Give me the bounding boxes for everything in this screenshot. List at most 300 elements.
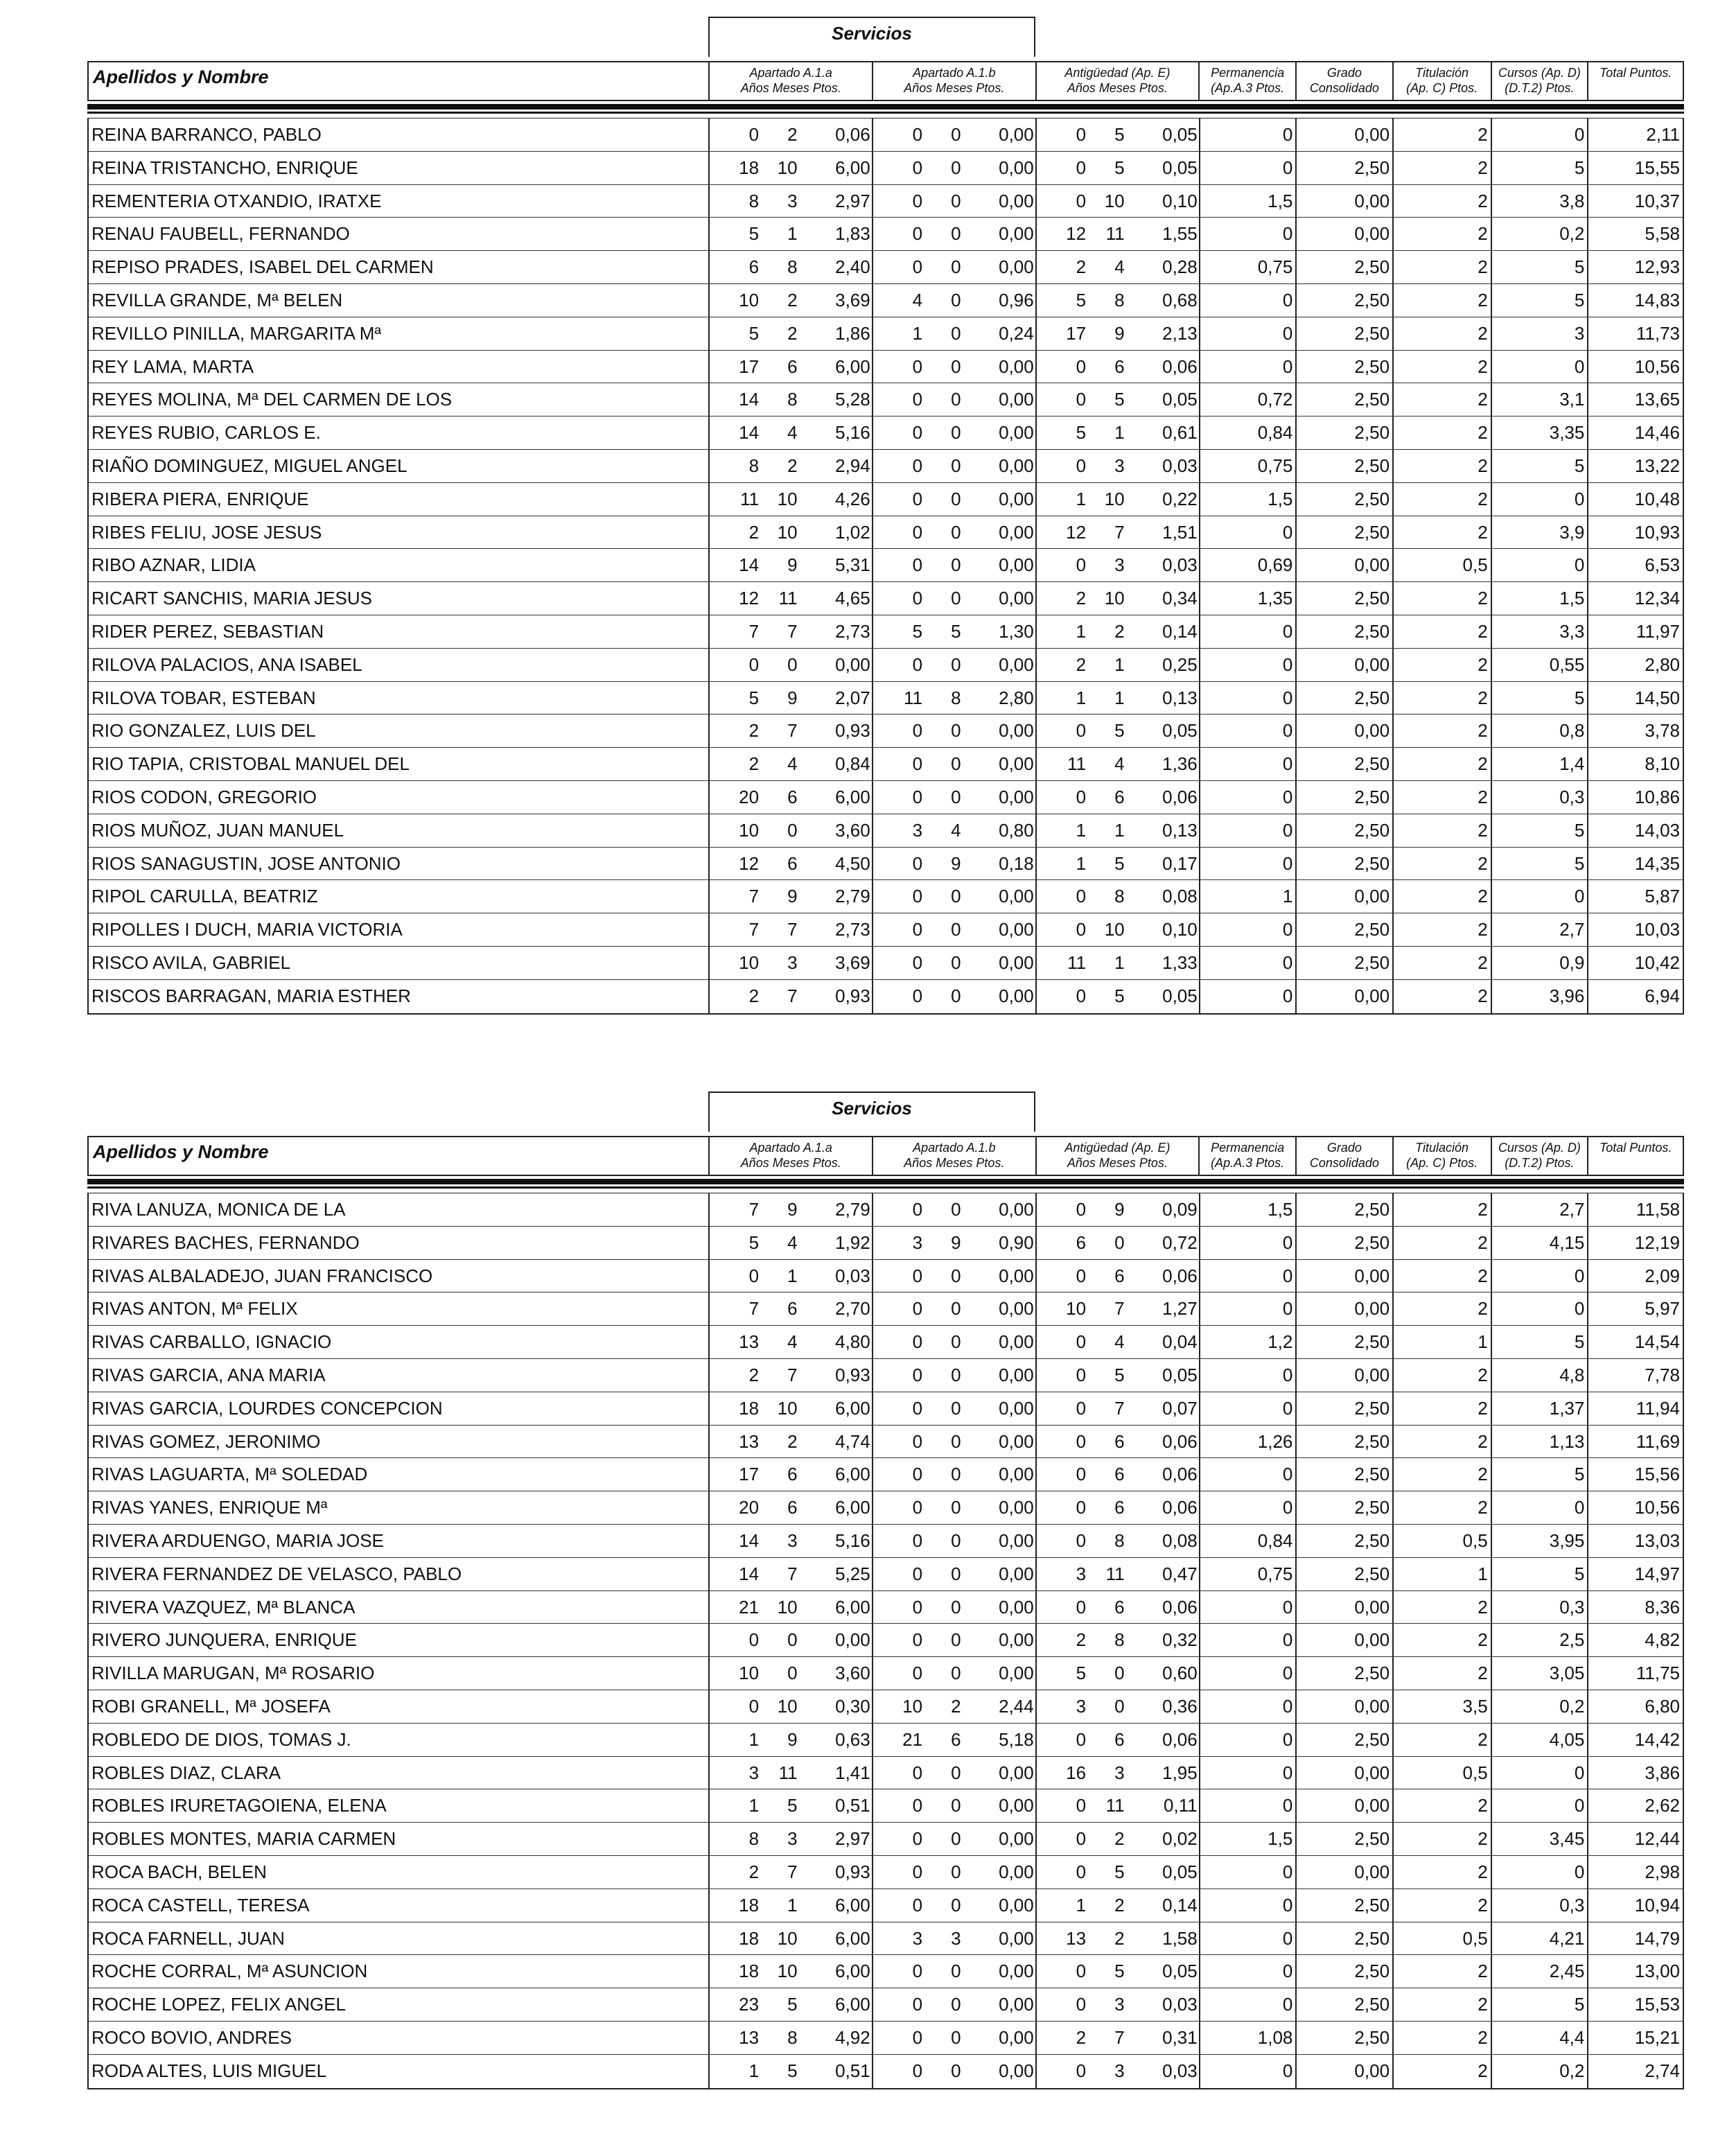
cell-cursos: 4,4	[1491, 2022, 1588, 2054]
a1a-points: 5,25	[835, 1563, 870, 1584]
a1a-months: 4	[787, 753, 798, 775]
ant-months: 1	[1114, 422, 1125, 444]
a1b-points: 0,00	[999, 1596, 1034, 1618]
cell-tit: 2	[1392, 980, 1491, 1013]
group-a1b	[872, 913, 1035, 946]
a1a-years: 0	[748, 1265, 760, 1286]
servicios-header: Servicios	[708, 17, 1035, 57]
table-row	[89, 1426, 1683, 1459]
table-row	[89, 1392, 1683, 1426]
a1a-months: 9	[787, 1199, 798, 1220]
a1a-months: 5	[787, 1994, 798, 2015]
cell-perm: 0	[1199, 1359, 1296, 1392]
ant-months: 11	[1105, 223, 1125, 245]
cell-perm: 0	[1199, 913, 1296, 946]
cell-cursos: 0,3	[1491, 781, 1588, 814]
a1a-points: 5,16	[835, 1530, 870, 1551]
cell-tit: 0,5	[1392, 1922, 1491, 1955]
a1a-months: 7	[787, 620, 798, 642]
employee-name: RIVAS ALBALADEJO, JUAN FRANCISCO	[91, 1265, 433, 1286]
cell-tit: 2	[1392, 450, 1491, 482]
cell-total: 8,36	[1587, 1591, 1683, 1624]
cell-grado: 0,00	[1295, 1260, 1392, 1292]
group-a1b	[872, 2055, 1035, 2088]
a1b-points: 0,00	[999, 720, 1034, 742]
a1b-months: 0	[951, 985, 961, 1006]
a1b-months: 9	[951, 1232, 961, 1253]
cell-cursos: 0	[1491, 119, 1588, 151]
ant-points: 0,06	[1162, 1497, 1198, 1518]
a1b-months: 0	[951, 190, 961, 211]
a1b-points: 0,00	[999, 124, 1034, 145]
a1b-points: 0,00	[999, 422, 1034, 444]
a1a-months: 2	[787, 322, 798, 344]
cell-perm: 0	[1199, 2055, 1296, 2088]
a1b-years: 0	[912, 1397, 923, 1419]
employee-name: ROCA CASTELL, TERESA	[91, 1894, 310, 1916]
cell-grado: 2,50	[1295, 1657, 1392, 1690]
ant-points: 0,08	[1162, 886, 1198, 907]
table-row	[89, 417, 1683, 450]
a1a-points: 4,50	[835, 852, 870, 874]
a1a-points: 4,65	[835, 588, 870, 609]
a1b-points: 0,24	[999, 322, 1034, 344]
a1a-years: 20	[739, 786, 760, 807]
a1b-months: 0	[951, 1464, 961, 1485]
column-header-name: Apellidos y Nombre	[93, 67, 269, 87]
ant-years: 0	[1076, 389, 1087, 410]
ant-months: 8	[1114, 1629, 1125, 1651]
employee-name: ROBLES MONTES, MARIA CARMEN	[91, 1828, 396, 1850]
cell-cursos: 4,8	[1491, 1359, 1588, 1392]
employee-name: REY LAMA, MARTA	[91, 356, 254, 377]
cell-cursos: 0	[1491, 1260, 1588, 1292]
table-row	[89, 980, 1683, 1013]
ant-years: 11	[1067, 952, 1087, 973]
ant-months: 6	[1114, 1596, 1125, 1618]
a1a-years: 21	[739, 1596, 760, 1618]
ant-points: 1,95	[1162, 1762, 1198, 1783]
cell-tit: 2	[1392, 152, 1491, 184]
ant-years: 0	[1076, 1397, 1087, 1419]
table-row	[89, 284, 1683, 317]
cell-grado: 2,50	[1295, 1227, 1392, 1259]
ant-years: 1	[1076, 1894, 1087, 1916]
table-row	[89, 1823, 1683, 1856]
a1a-points: 4,26	[835, 488, 870, 509]
cell-grado: 2,50	[1295, 1724, 1392, 1756]
ant-years: 2	[1076, 2026, 1087, 2048]
employee-name: RIDER PEREZ, SEBASTIAN	[91, 620, 324, 642]
cell-perm: 0	[1199, 1757, 1296, 1789]
employee-name: RIVAS GOMEZ, JERONIMO	[91, 1430, 321, 1452]
cell-perm: 0	[1199, 317, 1296, 350]
cell-perm: 0	[1199, 1624, 1296, 1656]
cell-grado: 0,00	[1295, 1690, 1392, 1723]
a1a-years: 2	[748, 521, 760, 543]
cell-perm: 1,5	[1199, 1193, 1296, 1226]
cell-cursos: 0,8	[1491, 715, 1588, 747]
a1b-points: 0,00	[999, 190, 1034, 211]
header-line-1: Cursos (Ap. D)	[1498, 1141, 1581, 1155]
a1a-points: 2,73	[835, 919, 870, 940]
a1b-years: 0	[912, 1762, 923, 1783]
header-line-2: (Ap. C) Ptos.	[1406, 81, 1478, 95]
group-ant	[1035, 781, 1199, 814]
cell-perm: 0	[1199, 715, 1296, 747]
group-a1a	[708, 2022, 872, 2054]
a1b-points: 2,80	[999, 687, 1034, 708]
a1b-years: 0	[912, 223, 923, 245]
a1b-years: 0	[912, 1530, 923, 1551]
a1a-years: 18	[739, 157, 760, 178]
ant-months: 10	[1104, 588, 1125, 609]
cell-total: 14,79	[1587, 1922, 1683, 1955]
a1b-points: 0,00	[999, 389, 1034, 410]
cell-cursos: 0,9	[1491, 947, 1588, 979]
a1a-points: 0,93	[835, 1364, 870, 1385]
a1b-months: 0	[951, 1199, 961, 1220]
header-line-1: Antigüedad (Ap. E)	[1064, 66, 1171, 80]
cell-perm: 1,26	[1199, 1426, 1296, 1458]
ant-points: 0,14	[1162, 1894, 1198, 1916]
a1b-years: 3	[912, 819, 923, 841]
a1b-points: 2,44	[999, 1695, 1034, 1717]
group-a1b	[872, 682, 1035, 715]
a1b-points: 0,80	[999, 819, 1034, 841]
group-a1a	[708, 417, 872, 449]
a1a-points: 2,79	[835, 886, 870, 907]
a1b-years: 1	[912, 322, 923, 344]
ant-months: 1	[1114, 819, 1125, 841]
cell-grado: 0,00	[1295, 549, 1392, 581]
a1a-months: 7	[787, 720, 798, 742]
ant-months: 6	[1114, 1728, 1125, 1750]
column-header-ant	[1035, 1137, 1199, 1175]
cell-cursos: 0,3	[1491, 1591, 1588, 1624]
ant-months: 11	[1105, 1563, 1125, 1584]
cell-cursos: 3,8	[1491, 185, 1588, 218]
cell-perm: 0	[1199, 284, 1296, 317]
a1b-points: 0,00	[999, 1364, 1034, 1385]
a1b-points: 0,00	[999, 2060, 1034, 2081]
header-line-2: (Ap.A.3 Ptos.	[1211, 81, 1285, 95]
a1b-points: 0,00	[999, 1265, 1034, 1286]
a1b-months: 0	[951, 1762, 961, 1783]
a1b-months: 0	[951, 1397, 961, 1419]
a1b-points: 0,00	[999, 886, 1034, 907]
group-a1b	[872, 814, 1035, 847]
a1b-months: 0	[951, 2060, 961, 2081]
cell-perm: 0	[1199, 516, 1296, 549]
cell-grado: 2,50	[1295, 1392, 1392, 1425]
a1b-points: 0,00	[999, 654, 1034, 675]
ant-points: 0,05	[1162, 1364, 1198, 1385]
group-a1b	[872, 383, 1035, 416]
a1b-months: 0	[951, 1298, 961, 1320]
cell-tit: 2	[1392, 383, 1491, 416]
a1b-years: 3	[912, 1927, 923, 1949]
table-row	[89, 1657, 1683, 1690]
ant-years: 0	[1076, 356, 1087, 377]
cell-perm: 0	[1199, 152, 1296, 184]
cell-grado: 0,00	[1295, 1789, 1392, 1822]
cell-total: 2,74	[1587, 2055, 1683, 2088]
a1b-years: 0	[912, 919, 923, 940]
group-ant	[1035, 119, 1199, 151]
group-a1b	[872, 1955, 1035, 1988]
cell-perm: 0,75	[1199, 1558, 1296, 1590]
a1a-months: 10	[777, 1961, 798, 1982]
group-ant	[1035, 814, 1199, 847]
table-row	[89, 715, 1683, 748]
ant-points: 0,06	[1162, 356, 1198, 377]
cell-cursos: 0,2	[1491, 218, 1588, 250]
cell-total: 5,97	[1587, 1292, 1683, 1325]
group-ant	[1035, 1426, 1199, 1458]
a1a-points: 6,00	[835, 1894, 870, 1916]
table-row	[89, 251, 1683, 284]
a1b-months: 0	[951, 1497, 961, 1518]
cell-tit: 2	[1392, 582, 1491, 615]
ant-points: 0,14	[1162, 620, 1198, 642]
a1b-points: 0,00	[999, 2026, 1034, 2048]
table-row	[89, 351, 1683, 384]
employee-name: ROCA FARNELL, JUAN	[91, 1927, 285, 1949]
a1b-points: 0,00	[999, 1795, 1034, 1816]
a1a-points: 3,69	[835, 289, 870, 310]
a1b-points: 0,00	[999, 753, 1034, 775]
cell-cursos: 2,5	[1491, 1624, 1588, 1656]
group-a1a	[708, 1491, 872, 1524]
cell-grado: 0,00	[1295, 1591, 1392, 1624]
cell-cursos: 4,21	[1491, 1922, 1588, 1955]
cell-cursos: 5	[1491, 251, 1588, 283]
group-ant	[1035, 1823, 1199, 1855]
ant-months: 6	[1114, 356, 1125, 377]
cell-perm: 0	[1199, 351, 1296, 383]
ant-months: 1	[1114, 654, 1125, 675]
ant-points: 0,07	[1162, 1397, 1198, 1419]
a1b-months: 0	[951, 256, 961, 278]
ant-months: 7	[1114, 521, 1125, 543]
a1a-years: 11	[740, 488, 760, 509]
a1b-months: 0	[951, 786, 961, 807]
a1b-years: 11	[904, 687, 923, 708]
table-row	[89, 1955, 1683, 1988]
ant-years: 0	[1076, 1364, 1087, 1385]
a1a-points: 2,97	[835, 190, 870, 211]
group-a1b	[872, 1724, 1035, 1756]
ant-years: 0	[1076, 1430, 1087, 1452]
cell-grado: 2,50	[1295, 781, 1392, 814]
group-a1a	[708, 251, 872, 283]
group-a1a	[708, 715, 872, 747]
group-a1a	[708, 947, 872, 979]
a1a-months: 8	[787, 389, 798, 410]
cell-total: 11,69	[1587, 1426, 1683, 1458]
ant-months: 5	[1114, 1364, 1125, 1385]
a1a-points: 0,93	[835, 985, 870, 1006]
a1b-years: 0	[912, 389, 923, 410]
a1b-months: 0	[951, 1364, 961, 1385]
group-a1a	[708, 1823, 872, 1855]
a1b-years: 0	[912, 952, 923, 973]
ant-points: 0,28	[1162, 256, 1198, 278]
a1a-months: 3	[787, 1530, 798, 1551]
cell-grado: 2,50	[1295, 947, 1392, 979]
cell-total: 2,98	[1587, 1856, 1683, 1888]
employee-name: RIVA LANUZA, MONICA DE LA	[91, 1199, 346, 1220]
cell-cursos: 1,13	[1491, 1426, 1588, 1458]
table-row	[89, 1624, 1683, 1657]
a1b-points: 0,00	[999, 1298, 1034, 1320]
table-row	[89, 1591, 1683, 1624]
a1b-months: 0	[951, 1828, 961, 1850]
ant-years: 3	[1076, 1695, 1087, 1717]
a1b-years: 0	[912, 985, 923, 1006]
a1a-points: 1,92	[835, 1232, 870, 1253]
ant-months: 1	[1114, 952, 1125, 973]
cell-perm: 0	[1199, 1458, 1296, 1491]
a1a-years: 17	[739, 356, 760, 377]
ant-months: 3	[1114, 1762, 1125, 1783]
group-a1b	[872, 1856, 1035, 1888]
group-ant	[1035, 1922, 1199, 1955]
cell-tit: 2	[1392, 1227, 1491, 1259]
group-a1b	[872, 649, 1035, 681]
group-a1b	[872, 1491, 1035, 1524]
employee-name: RIVAS CARBALLO, IGNACIO	[91, 1331, 332, 1353]
cell-total: 13,22	[1587, 450, 1683, 482]
a1b-months: 4	[951, 819, 961, 841]
ant-months: 3	[1114, 455, 1125, 476]
a1a-months: 9	[787, 554, 798, 576]
cell-perm: 0	[1199, 1392, 1296, 1425]
a1a-points: 2,07	[835, 687, 870, 708]
a1b-years: 0	[912, 1828, 923, 1850]
a1a-years: 23	[739, 1994, 760, 2015]
a1b-months: 0	[951, 521, 961, 543]
cell-perm: 0,72	[1199, 383, 1296, 416]
cell-grado: 2,50	[1295, 483, 1392, 516]
group-a1a	[708, 682, 872, 715]
a1a-points: 0,06	[835, 124, 870, 145]
ant-points: 0,36	[1162, 1695, 1198, 1717]
cell-tit: 2	[1392, 1392, 1491, 1425]
header-line-1: Apartado A.1.b	[913, 66, 996, 80]
group-ant	[1035, 1359, 1199, 1392]
ant-years: 0	[1076, 124, 1087, 145]
cell-total: 15,55	[1587, 152, 1683, 184]
cell-tit: 2	[1392, 317, 1491, 350]
header-line-2: Años Meses Ptos.	[740, 81, 841, 95]
cell-grado: 0,00	[1295, 980, 1392, 1013]
cell-grado: 2,50	[1295, 383, 1392, 416]
employee-name: RIVERA FERNANDEZ DE VELASCO, PABLO	[91, 1563, 462, 1584]
a1b-points: 0,00	[999, 1861, 1034, 1882]
ant-years: 0	[1076, 886, 1087, 907]
a1a-points: 0,00	[835, 1629, 870, 1651]
group-a1b	[872, 152, 1035, 184]
table-row	[89, 1724, 1683, 1757]
a1a-years: 18	[739, 1894, 760, 1916]
a1a-months: 7	[787, 919, 798, 940]
group-a1a	[708, 649, 872, 681]
cell-perm: 0	[1199, 1292, 1296, 1325]
group-a1b	[872, 781, 1035, 814]
ant-years: 0	[1076, 720, 1087, 742]
group-a1a	[708, 1359, 872, 1392]
table-row	[89, 649, 1683, 682]
ant-months: 10	[1104, 919, 1125, 940]
cell-tit: 3,5	[1392, 1690, 1491, 1723]
ant-years: 13	[1066, 1927, 1087, 1949]
a1a-years: 0	[748, 654, 760, 675]
cell-tit: 2	[1392, 1889, 1491, 1922]
a1a-months: 10	[777, 1927, 798, 1949]
group-a1a	[708, 1525, 872, 1557]
group-ant	[1035, 152, 1199, 184]
a1b-years: 10	[902, 1695, 923, 1717]
employee-name: RIVAS GARCIA, LOURDES CONCEPCION	[91, 1397, 443, 1419]
group-a1b	[872, 1193, 1035, 1226]
cell-total: 7,78	[1587, 1359, 1683, 1392]
a1a-points: 0,93	[835, 1861, 870, 1882]
a1b-months: 0	[951, 2026, 961, 2048]
employee-name: RILOVA PALACIOS, ANA ISABEL	[91, 654, 362, 675]
header-divider	[87, 1179, 1684, 1189]
employee-name: REVILLA GRANDE, Mª BELEN	[91, 289, 343, 310]
ant-points: 0,03	[1162, 2060, 1198, 2081]
table-row	[89, 1491, 1683, 1525]
ant-years: 12	[1066, 223, 1087, 245]
ant-points: 0,34	[1162, 588, 1198, 609]
a1a-points: 2,40	[835, 256, 870, 278]
cell-tit: 2	[1392, 1458, 1491, 1491]
a1b-points: 0,00	[999, 1199, 1034, 1220]
a1a-years: 20	[739, 1497, 760, 1518]
header-line-1: Grado	[1326, 66, 1362, 80]
cell-perm: 0	[1199, 848, 1296, 880]
a1a-years: 2	[748, 985, 760, 1006]
a1a-points: 6,00	[835, 1497, 870, 1518]
header-line-1: Permanencia	[1211, 66, 1285, 80]
ant-months: 5	[1114, 1861, 1125, 1882]
ant-points: 0,25	[1162, 654, 1198, 675]
a1b-months: 0	[951, 422, 961, 444]
group-a1a	[708, 152, 872, 184]
a1b-months: 0	[951, 1430, 961, 1452]
cell-cursos: 5	[1491, 284, 1588, 317]
group-a1a	[708, 1227, 872, 1259]
ant-years: 0	[1076, 1961, 1087, 1982]
a1a-years: 10	[739, 1663, 760, 1684]
a1a-months: 6	[787, 1464, 798, 1485]
ant-years: 0	[1076, 455, 1087, 476]
cell-grado: 0,00	[1295, 715, 1392, 747]
cell-total: 10,94	[1587, 1889, 1683, 1922]
a1a-years: 5	[748, 687, 760, 708]
cell-grado: 2,50	[1295, 152, 1392, 184]
ant-points: 0,72	[1162, 1232, 1198, 1253]
header-line-1: Total Puntos.	[1599, 1141, 1672, 1155]
ant-years: 0	[1076, 1331, 1087, 1353]
employee-name: RIOS SANAGUSTIN, JOSE ANTONIO	[91, 852, 401, 874]
group-a1a	[708, 1955, 872, 1988]
cell-perm: 1	[1199, 880, 1296, 913]
a1a-months: 4	[787, 1331, 798, 1353]
